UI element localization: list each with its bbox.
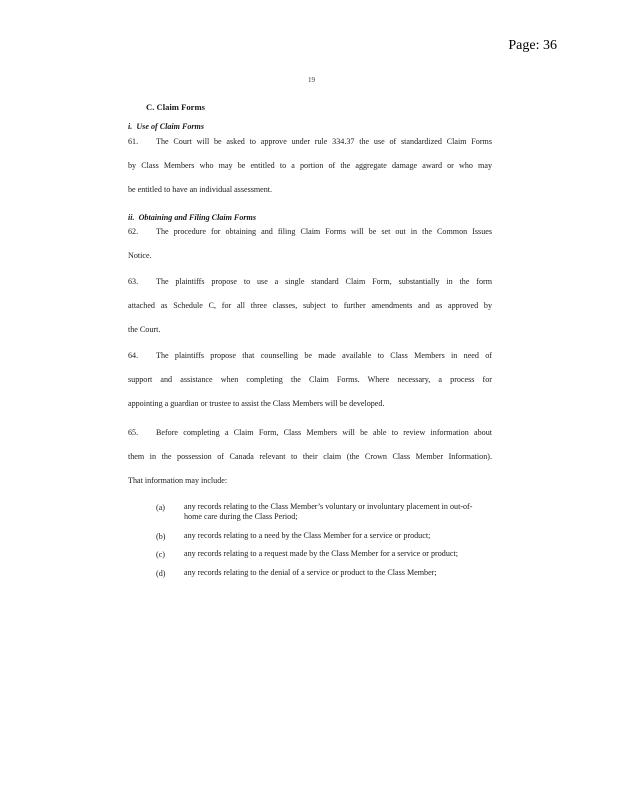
list-marker: (c) <box>156 550 165 559</box>
subsection-heading-i <box>128 121 204 132</box>
page-number: 19 <box>308 76 315 84</box>
paragraph-number: 61. <box>128 137 139 146</box>
list-marker: (a) <box>156 503 165 512</box>
paragraph-line: by Class Members who may be entitled to a portion of the aggregate damage award or who may <box>128 161 492 170</box>
paragraph-65 <box>128 427 492 486</box>
list-marker: (b) <box>156 532 166 541</box>
paragraph-number: 62. <box>128 227 139 236</box>
paragraph-line: the Court. <box>128 325 161 334</box>
list-item-text: any records relating to the Class Member’s voluntary or involuntary placement in out-of-home care during the Class Period; <box>184 502 473 521</box>
paragraph-line: 63. The plaintiffs propose to use a single standard Claim Form, substantially in the form <box>128 277 492 286</box>
paragraph-number: 65. <box>128 428 139 437</box>
list-item-text: any records relating to a request made by the Class Member for a service or product; <box>184 549 458 558</box>
paragraph-line: That information may include: <box>128 476 228 485</box>
subsection-heading-ii <box>128 212 256 223</box>
paragraph-line: appointing a guardian or trustee to assist the Class Members will be developed. <box>128 399 385 408</box>
paragraph-62 <box>128 226 492 261</box>
paragraph-61 <box>128 136 492 195</box>
subsection-title: Use of Claim Forms <box>136 122 205 131</box>
subsection-label: ii. <box>128 213 135 222</box>
list-item-text: any records relating to the denial of a service or product to the Class Member; <box>184 568 437 577</box>
list-item-text: any records relating to a need by the Class Member for a service or product; <box>184 531 431 540</box>
subsection-title: Obtaining and Filing Claim Forms <box>138 213 256 222</box>
paragraph-line: 64. The plaintiffs propose that counselling be made available to Class Members in need of <box>128 351 492 360</box>
paragraph-63 <box>128 276 492 335</box>
paragraph-line: support and assistance when completing the Claim Forms. Where necessary, a process for <box>128 375 492 384</box>
paragraph-line: 62. The procedure for obtaining and filing Claim Forms will be set out in the Common Issues <box>128 227 492 236</box>
paragraph-line: 61. The Court will be asked to approve under rule 334.37 the use of standardized Claim Forms <box>128 137 492 146</box>
paragraph-number: 63. <box>128 277 139 286</box>
section-heading: C. Claim Forms <box>146 102 205 112</box>
page-stamp: Page: 36 <box>508 38 557 53</box>
subsection-label: i. <box>128 122 133 131</box>
paragraph-line: them in the possession of Canada relevant to their claim (the Crown Class Member Information). <box>128 452 492 461</box>
paragraph-number: 64. <box>128 351 139 360</box>
paragraph-64 <box>128 350 492 409</box>
paragraph-line: attached as Schedule C, for all three classes, subject to further amendments and as approved by <box>128 301 492 310</box>
paragraph-line: 65. Before completing a Claim Form, Class Members will be able to review information about <box>128 428 492 437</box>
paragraph-line: be entitled to have an individual assessment. <box>128 185 273 194</box>
list-marker: (d) <box>156 569 166 578</box>
paragraph-line: Notice. <box>128 251 152 260</box>
